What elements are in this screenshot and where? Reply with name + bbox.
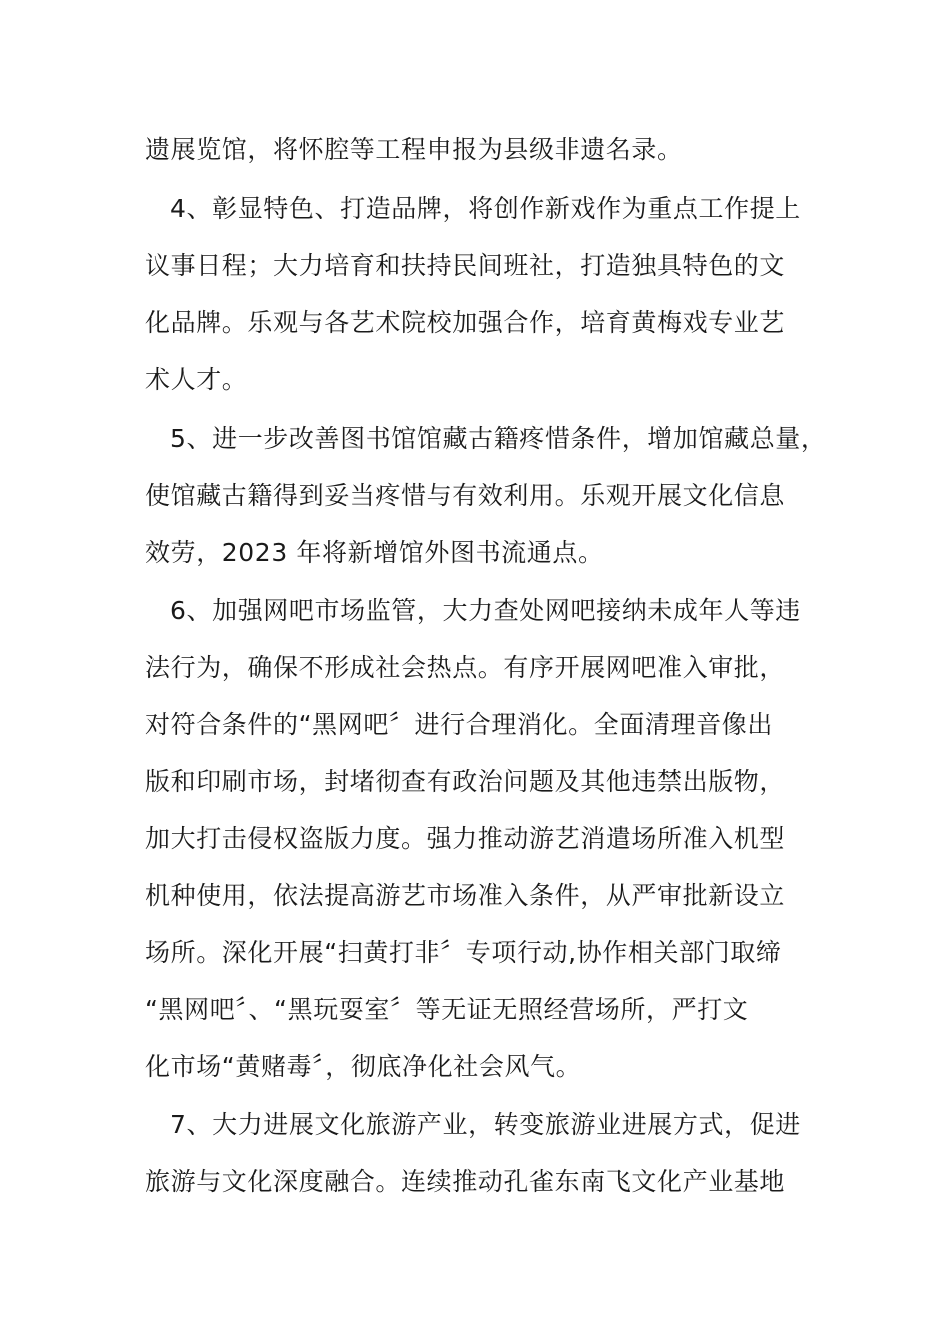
text-line: 机种使用，依法提高游艺市场准入条件，从严审批新设立 [145,881,786,910]
text-line: 化品牌。乐观与各艺术院校加强合作，培育黄梅戏专业艺 [145,308,786,337]
text-line: “黑网吧〞、“黑玩耍室〞等无证无照经营场所，严打文 [145,995,749,1024]
text-line: 旅游与文化深度融合。连续推动孔雀东南飞文化产业基地 [145,1167,786,1196]
text-line: 使馆藏古籍得到妥当疼惜与有效利用。乐观开展文化信息 [145,481,786,510]
paragraph-5-line: 5、进一步改善图书馆馆藏古籍疼惜条件，增加馆藏总量， [170,424,827,453]
text-line: 场所。深化开展“扫黄打非〞专项行动,协作相关部门取缔 [145,938,782,967]
paragraph-4-line: 4、彰显特色、打造品牌，将创作新戏作为重点工作提上 [170,194,801,223]
paragraph-7-line: 7、大力进展文化旅游产业，转变旅游业进展方式，促进 [170,1110,801,1139]
text-line: 化市场“黄赌毒〞，彻底净化社会风气。 [145,1052,582,1081]
text-line: 加大打击侵权盗版力度。强力推动游艺消遣场所准入机型 [145,824,786,853]
text-line: 法行为，确保不形成社会热点。有序开展网吧准入审批， [145,653,786,682]
text-line: 效劳，2023 年将新增馆外图书流通点。 [145,538,604,567]
text-line: 遗展览馆，将怀腔等工程申报为县级非遗名录。 [145,135,683,164]
text-line: 议事日程；大力培育和扶持民间班社，打造独具特色的文 [145,251,786,280]
text-line: 对符合条件的“黑网吧〞进行合理消化。全面清理音像出 [145,710,773,739]
paragraph-6-line: 6、加强网吧市场监管，大力查处网吧接纳未成年人等违 [170,596,801,625]
text-line: 版和印刷市场，封堵彻查有政治问题及其他违禁出版物， [145,767,786,796]
text-line: 术人才。 [145,365,248,394]
